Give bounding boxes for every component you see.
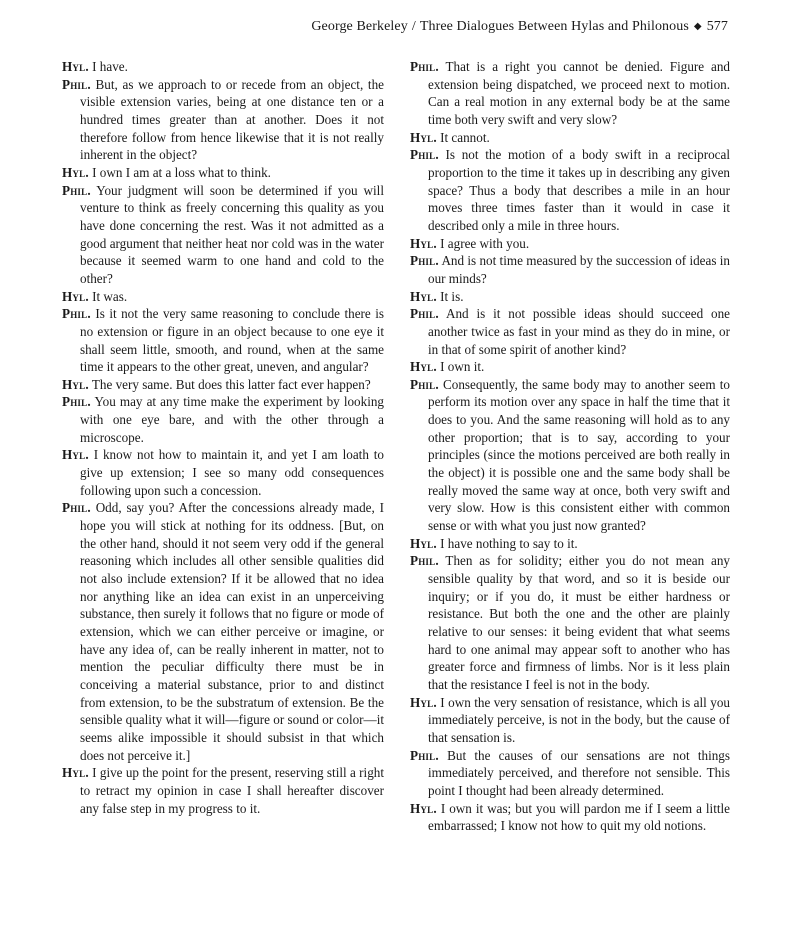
speech-text: It cannot. bbox=[440, 129, 490, 145]
speech-paragraph bbox=[410, 252, 730, 287]
speech-paragraph bbox=[410, 288, 730, 306]
header-title: Three Dialogues Between Hylas and Philonous bbox=[419, 19, 689, 34]
speech-paragraph bbox=[410, 694, 730, 747]
speech-paragraph bbox=[62, 164, 384, 182]
speaker-label: Hyl . bbox=[410, 236, 437, 251]
speech-text: I know not how to maintain it, and yet I am loath to give up extension; I see so many odd consequences following upon such a concession. bbox=[80, 447, 384, 498]
speech-text: Consequently, the same body may to another seem to perform its motion over any space in half the time that it does to you. And the same reasoning will hold as to any other proportion; that is to say, according to your principles (since the motions perceived are both really in the object) it is possible one and the same body shall be really moved the same way at once, both very swift and very slow. How is this consistent either with common sense or with what you just now granted? bbox=[428, 376, 730, 534]
speech-text: I own I am at a loss what to think. bbox=[92, 164, 271, 180]
speech-paragraph bbox=[410, 376, 730, 535]
speech-text: The very same. But does this latter fact ever happen? bbox=[91, 376, 371, 392]
speaker-label: Hyl . bbox=[62, 447, 89, 462]
speaker-label: Phil . bbox=[410, 59, 439, 74]
speech-text: It was. bbox=[92, 288, 128, 304]
speech-paragraph bbox=[410, 58, 730, 129]
speech-text: I own it was; but you will pardon me if I seem a little embarrassed; I know not how to quit my old notions. bbox=[428, 800, 730, 834]
speaker-label: Phil . bbox=[410, 253, 439, 268]
speech-text: I give up the point for the present, reserving still a right to retract my opinion in case I shall hereafter discover any false step in my progress to it. bbox=[80, 765, 384, 816]
speech-paragraph bbox=[62, 499, 384, 764]
speech-paragraph bbox=[62, 376, 384, 394]
speaker-label: Hyl . bbox=[410, 130, 437, 145]
speech-text: Is it not the very same reasoning to conclude there is no extension or figure in an object because to one eye it shall seem little, smooth, and round, when at the same time it appears to the other great, uneven, and angular? bbox=[80, 306, 384, 375]
speech-paragraph bbox=[410, 146, 730, 234]
right-column bbox=[410, 58, 730, 835]
speech-text: And is not time measured by the succession of ideas in our minds? bbox=[428, 253, 730, 286]
diamond-icon: ◆ bbox=[693, 21, 702, 32]
speaker-label: Hyl . bbox=[62, 377, 89, 392]
speech-paragraph bbox=[410, 800, 730, 835]
speaker-label: Hyl . bbox=[62, 165, 89, 180]
speech-text: But the causes of our sensations are not things immediately perceived, and therefore not sensible. This point I thought had been already determined. bbox=[428, 747, 730, 798]
page-number: 577 bbox=[706, 19, 728, 34]
speech-paragraph bbox=[62, 288, 384, 306]
speaker-label: Phil . bbox=[62, 394, 91, 409]
speech-text: But, as we approach to or recede from an object, the visible extension varies, being at one distance ten or a hundred times greater than at another. Does it not therefore follow from hence likewise that it is not really inherent in the object? bbox=[80, 76, 384, 163]
speaker-label: Phil . bbox=[410, 553, 439, 568]
speaker-label: Hyl . bbox=[410, 359, 437, 374]
speech-text: And is it not possible ideas should succeed one another twice as fast in your mind as they do in mine, or in that of some spirit of another kind? bbox=[428, 306, 730, 357]
speech-paragraph bbox=[62, 764, 384, 817]
speech-paragraph bbox=[410, 305, 730, 358]
speaker-label: Hyl . bbox=[62, 765, 89, 780]
speech-paragraph bbox=[62, 446, 384, 499]
speech-paragraph bbox=[410, 235, 730, 253]
speaker-label: Hyl . bbox=[410, 695, 437, 710]
left-column bbox=[62, 58, 384, 817]
speaker-label: Phil . bbox=[410, 306, 439, 321]
speech-paragraph bbox=[410, 535, 730, 553]
running-header bbox=[311, 19, 728, 35]
speech-text: Odd, say you? After the concessions already made, I hope you will stick at nothing for its oddness. [But, on the other hand, should it not seem very odd if the general reasoning which includes all other sensible qualities did not also include extension? If it be allowed that no idea nor anything like an idea can exist in an unperceiving substance, then surely it follows that no figure or mode of extension, which we can either perceive or imagine, or have any idea of, can be really inherent in matter, not to mention the peculiar difficulty there must be in conceiving a material substance, prior to and distinct from extension, to be the substratum of extension. Be the sensible quality what it will—figure or sound or color—it seems alike impossible it should subsist in that which does not perceive it.] bbox=[80, 500, 384, 763]
speech-paragraph bbox=[410, 129, 730, 147]
speaker-label: Phil . bbox=[410, 147, 439, 162]
speech-paragraph bbox=[410, 358, 730, 376]
speech-paragraph bbox=[410, 552, 730, 693]
speaker-label: Hyl . bbox=[410, 801, 437, 816]
speech-text: You may at any time make the experiment by looking with one eye bare, and with the other through a microscope. bbox=[80, 394, 384, 445]
speech-paragraph bbox=[62, 393, 384, 446]
header-author: George Berkeley bbox=[311, 19, 408, 34]
speech-paragraph bbox=[62, 76, 384, 164]
speaker-label: Phil . bbox=[62, 77, 91, 92]
speech-text: Is not the motion of a body swift in a reciprocal proportion to the time it takes up in describing any given space? Thus a body that describes a mile in an hour moves three times faster than it would in case it described only a mile in three hours. bbox=[428, 147, 730, 233]
speech-paragraph bbox=[62, 58, 384, 76]
speech-paragraph bbox=[62, 305, 384, 376]
speech-text: I agree with you. bbox=[440, 235, 530, 251]
speech-text: I have. bbox=[92, 59, 128, 74]
speech-text: Then as for solidity; either you do not mean any sensible quality by that word, and so it is beside our inquiry; or if you do, it must be either hardness or resistance. But both the one and the other are plainly relative to our senses: it being evident that what seems hard to one animal may appear soft to another who has greater force and firmness of limbs. Nor is it less plain that the resistance I feel is not in the body. bbox=[428, 553, 730, 692]
speech-text: I have nothing to say to it. bbox=[440, 535, 578, 551]
speech-paragraph bbox=[410, 747, 730, 800]
speech-text: Your judgment will soon be determined if you will venture to think as freely concerning this quality as you have done concerning the rest. Was it not admitted as a good argument that neither heat nor cold was in the water because it seemed warm to one hand and cold to the other? bbox=[80, 182, 384, 286]
speaker-label: Phil . bbox=[410, 748, 439, 763]
speech-text: I own it. bbox=[440, 359, 485, 375]
speaker-label: Hyl . bbox=[410, 536, 437, 551]
speaker-label: Hyl . bbox=[62, 289, 89, 304]
speaker-label: Phil . bbox=[410, 377, 439, 392]
header-separator: / bbox=[411, 19, 416, 34]
speaker-label: Hyl . bbox=[62, 59, 89, 74]
speech-text: It is. bbox=[440, 288, 464, 304]
speaker-label: Hyl . bbox=[410, 289, 437, 304]
speech-paragraph bbox=[62, 182, 384, 288]
speaker-label: Phil . bbox=[62, 183, 91, 198]
speaker-label: Phil . bbox=[62, 306, 91, 321]
speech-text: I own the very sensation of resistance, which is all you immediately perceive, is not in the body, but the cause of that sensation is. bbox=[428, 694, 730, 745]
speech-text: That is a right you cannot be denied. Figure and extension being dispatched, we proceed next to motion. Can a real motion in any external body be at the same time both very swift and very slow? bbox=[428, 59, 730, 127]
speaker-label: Phil . bbox=[62, 500, 91, 515]
